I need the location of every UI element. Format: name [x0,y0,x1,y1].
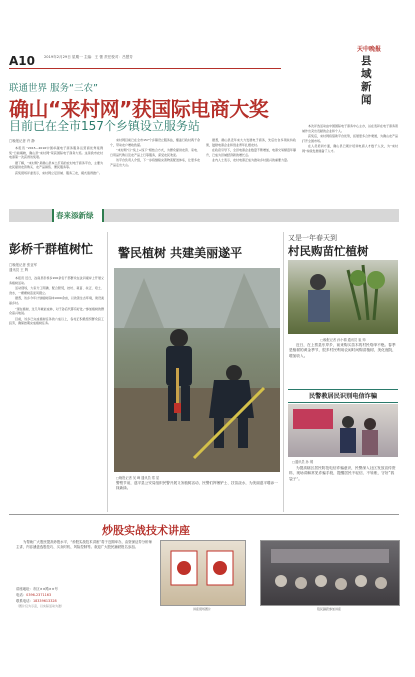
left-story-byline: □晚报记者 张亚军 通讯员 王 辉 [9,263,38,272]
ad-mobile-row: 联系电话：18339613328 [16,599,57,603]
paragraph: 据悉，确山县近年来大力发展电子商务，先后出台多项扶持政策，鼓励电商企业和创业青年扎根农村。 [206,138,296,147]
paragraph: 该平台负责人介绍，下一步将继续完善物流配送体系，让更多农产品走出大山。 [110,158,200,167]
anti-fraud-photo [288,404,398,457]
column-divider [283,232,284,512]
tree-planting-photo [114,268,280,472]
section-title: 县域新闻 [361,55,372,106]
left-story-headline: 彭桥千群植树忙 [9,242,94,256]
top-story-byline: □晚报记者 许 静 [9,139,35,143]
paragraph: 本次评选活动由中国国际电子商务中心主办，旨在表彰在电子商务领域作出突出贡献的企业和个人。 [302,124,398,133]
top-story-col3 [206,138,296,203]
ad-body: 为帮助广大股民提高炒股水平，“炒股实战技术讲座”将于近期举办，由资深证券分析师主讲，内容涵盖选股技巧、买卖时机、风险控制等。欢迎广大股民踊跃报名参加。 [16,540,152,549]
anti-fraud-illustration [288,404,398,457]
paragraph: “现在植树，过几年就能成林，对子孙后代都有好处。”参加植树的群众高兴地说。 [9,306,104,316]
header-rule [9,68,281,69]
ad-divider [9,514,399,515]
top-story-col4 [302,124,398,203]
paragraph: 据了解，“来村网”是确山县本土打造的农村电子商务平台，主要为农民提供农资购买、农产品销售、便民服务等。 [9,160,103,170]
ad-address: 讲座地址：市区××路××号 [16,587,58,591]
ad-photo-2 [260,540,400,606]
paragraph: 目前，该乡已完成植树任务的六成以上，各村正积极组织群众投工投劳，确保按期完成植树任务。 [9,316,104,326]
paragraph: 据悉，该乡今年计划植树造林1000余亩，以改善生态环境，建设美丽乡村。 [9,296,104,305]
top-story-col2 [110,138,200,203]
right-story-kicker: 又是一年春天到 [288,234,337,242]
paragraph: 本报讯 “2015—2016中国卓越电子商务服务运营商优秀案例奖”日前揭晓，确山县“来村网”荣获国际电子商务大奖。这是我市农村电商第一次获得该奖项。 [9,146,103,160]
center-story-headline: 警民植树 共建美丽遂平 [118,246,243,260]
paragraph: 在人员培训方面，确山县已累计培训电商人才数千人次，为“来村网”持续发展储备了人才。 [302,144,398,153]
right-story-body: 近日，在上蔡县东岸乡，前来购买苗木的村民络绎不绝。春季是植树的黄金季节，很多村民利用农闲时间购苗植树，美化庭院，增加收入。 [289,343,396,358]
seedling-illustration [288,260,398,334]
paragraph: 活动现场，大家分工明确、配合默契，挖坑、栽苗、扶正、培土、浇水，一棵棵树苗迎风挺立。 [9,286,104,295]
left-story-body [9,276,104,512]
paragraph: “来村网”以“线上+线下”相结合方式，为群众提供农资、家电、日用品代购以及农产品上行等服务，深受农民欢迎。 [110,148,200,157]
paragraph: 获奖后，来村网将借助平台优势，拓展更多合作渠道，为确山农产品打开全国市场。 [302,134,398,143]
top-story-headline: 确山“来村网”获国际电商大奖 [9,97,269,121]
side-box-byline: □通讯员 孙 纲 [292,460,313,464]
top-story-kicker: 联通世界 服务“三农” [9,83,98,94]
ad-phone-row: 电话：0396-2371163 [16,593,52,597]
ad-photo-1 [160,540,246,606]
side-box-body: 为提高辖区居民防范电信诈骗意识，民警深入社区发放宣传资料，现场讲解常见诈骗手段，提醒居民不轻信、不转账，守好“钱袋子”。 [289,466,396,481]
page-code: A10 [9,54,35,68]
ad-photo-2-caption: 股民踊跃参加讲座 [316,607,341,611]
center-photo-caption: 警察节前，遂平县公安局组织民警开展义务植树活动，民警们挥锹铲土、扶苗浇水，为美丽遂平增添一抹新绿。 [116,481,278,490]
ad-phone-label: 电话 [16,593,23,597]
paragraph: 本报讯 近日，汝南县彭桥乡200余名干部群众在汝河堤岸上开展义务植树活动。 [9,276,104,285]
ad-phone: 0396-2371163 [26,593,52,597]
ad-mobile-label: 联系电话 [16,599,30,603]
date-line: 2019年2月29日 星期一 主编：王 蕾 责任校对：吕慧芳 [44,55,133,59]
top-story-subhead: 目前已在全市157个乡镇设立服务站 [9,119,200,133]
side-box-headline: 民警教居民识别电信诈骗 [308,393,378,400]
ad-award-illustration [161,541,245,605]
ad-title: 炒股实战技术讲座 [102,524,190,537]
paragraph: 来村网目前已在全市157个乡镇设立服务站，覆盖行政村两千余个，带动农户增收致富。 [110,138,200,147]
center-photo-credit: □晚报记者 吴 峰 通讯员 郑 星 [116,476,160,480]
masthead-brand: 天中晚报 [357,46,382,53]
ad-footer-note: （图片仅为示意，以实际活动为准） [16,604,65,608]
seedling-photo [288,260,398,334]
paragraph: 获奖现场评委表示，来村网立足县域、服务三农，模式值得推广。 [15,170,103,175]
right-story-byline: □晚报记者 孙小棉 通讯员 崔 帅 [320,338,366,342]
paragraph: 业内人士表示，农村电商正成为推动乡村振兴的重要力量。 [212,158,291,163]
ad-photo-1-caption: 讲座现场图片 [192,607,211,611]
section-banner-title: 春来添新绿 [56,211,94,220]
paragraph: 在政府引导下，全县电商企业数量不断增加，电商交易额逐年攀升，已成为县域经济新的增长点。 [206,148,296,157]
right-story-headline: 村民购苗忙植树 [288,244,369,258]
ad-audience-illustration [261,541,399,605]
column-divider [107,232,108,512]
top-story-col1 [9,146,103,203]
tree-planting-illustration [114,268,280,472]
ad-mobile: 18339613328 [32,599,57,603]
